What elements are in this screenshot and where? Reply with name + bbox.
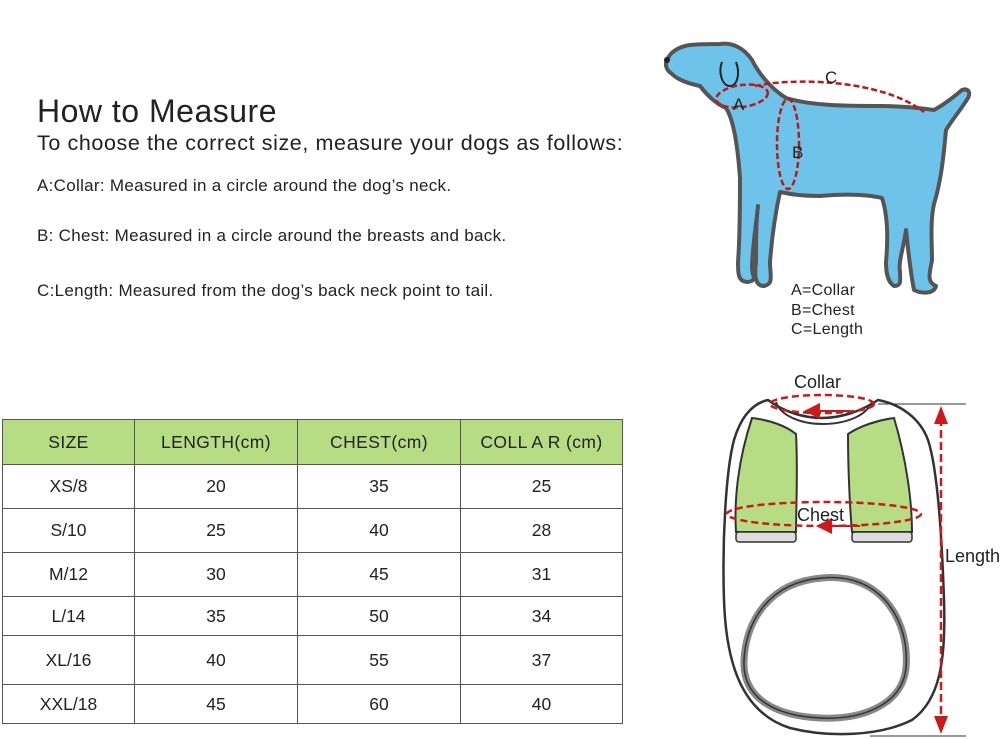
chest-cell: 35 [298, 465, 461, 509]
label-b: B [792, 143, 804, 162]
header-collar: COLL A R (cm) [461, 420, 623, 465]
length-cell: 25 [135, 509, 298, 553]
length-label: Length [945, 546, 1000, 566]
chest-cell: 55 [298, 636, 461, 685]
belly-opening [744, 577, 906, 718]
collar-cell: 25 [461, 465, 623, 509]
collar-instruction: A:Collar: Measured in a circle around the dog’s neck. [37, 176, 452, 195]
label-c: C [825, 68, 838, 87]
length-cell: 45 [135, 685, 298, 724]
chest-label: Chest [797, 505, 845, 525]
header-size: SIZE [3, 420, 135, 465]
collar-cell: 40 [461, 685, 623, 724]
size-cell: XS/8 [3, 465, 135, 509]
chest-cell: 50 [298, 597, 461, 636]
header-chest: CHEST(cm) [298, 420, 461, 465]
length-cell: 40 [135, 636, 298, 685]
collar-cell: 31 [461, 553, 623, 597]
chest-cell: 40 [298, 509, 461, 553]
collar-cell: 37 [461, 636, 623, 685]
size-cell: M/12 [3, 553, 135, 597]
chest-cell: 45 [298, 553, 461, 597]
page-title: How to Measure [37, 93, 277, 129]
left-cuff [736, 532, 796, 542]
label-a: A [733, 95, 745, 114]
length-cell: 30 [135, 553, 298, 597]
legend-length: C=Length [791, 321, 864, 338]
length-cell: 35 [135, 597, 298, 636]
right-cuff [852, 532, 912, 542]
length-arrow-bottom-head [934, 716, 948, 734]
chest-instruction: B: Chest: Measured in a circle around the breasts and back. [37, 226, 507, 245]
size-cell: S/10 [3, 509, 135, 553]
size-cell: XXL/18 [3, 685, 135, 724]
legend-chest: B=Chest [791, 301, 855, 319]
chest-cell: 60 [298, 685, 461, 724]
length-instruction: C:Length: Measured from the dog’s back neck point to tail. [37, 281, 494, 300]
size-cell: L/14 [3, 597, 135, 636]
size-cell: XL/16 [3, 636, 135, 685]
collar-cell: 34 [461, 597, 623, 636]
legend-collar: A=Collar [791, 282, 856, 299]
page-subtitle: To choose the correct size, measure your dogs as follows: [37, 131, 624, 155]
collar-cell: 28 [461, 509, 623, 553]
header-length: LENGTH(cm) [135, 420, 298, 465]
collar-label: Collar [794, 372, 842, 392]
length-cell: 20 [135, 465, 298, 509]
length-arrow-top-head [934, 406, 948, 424]
